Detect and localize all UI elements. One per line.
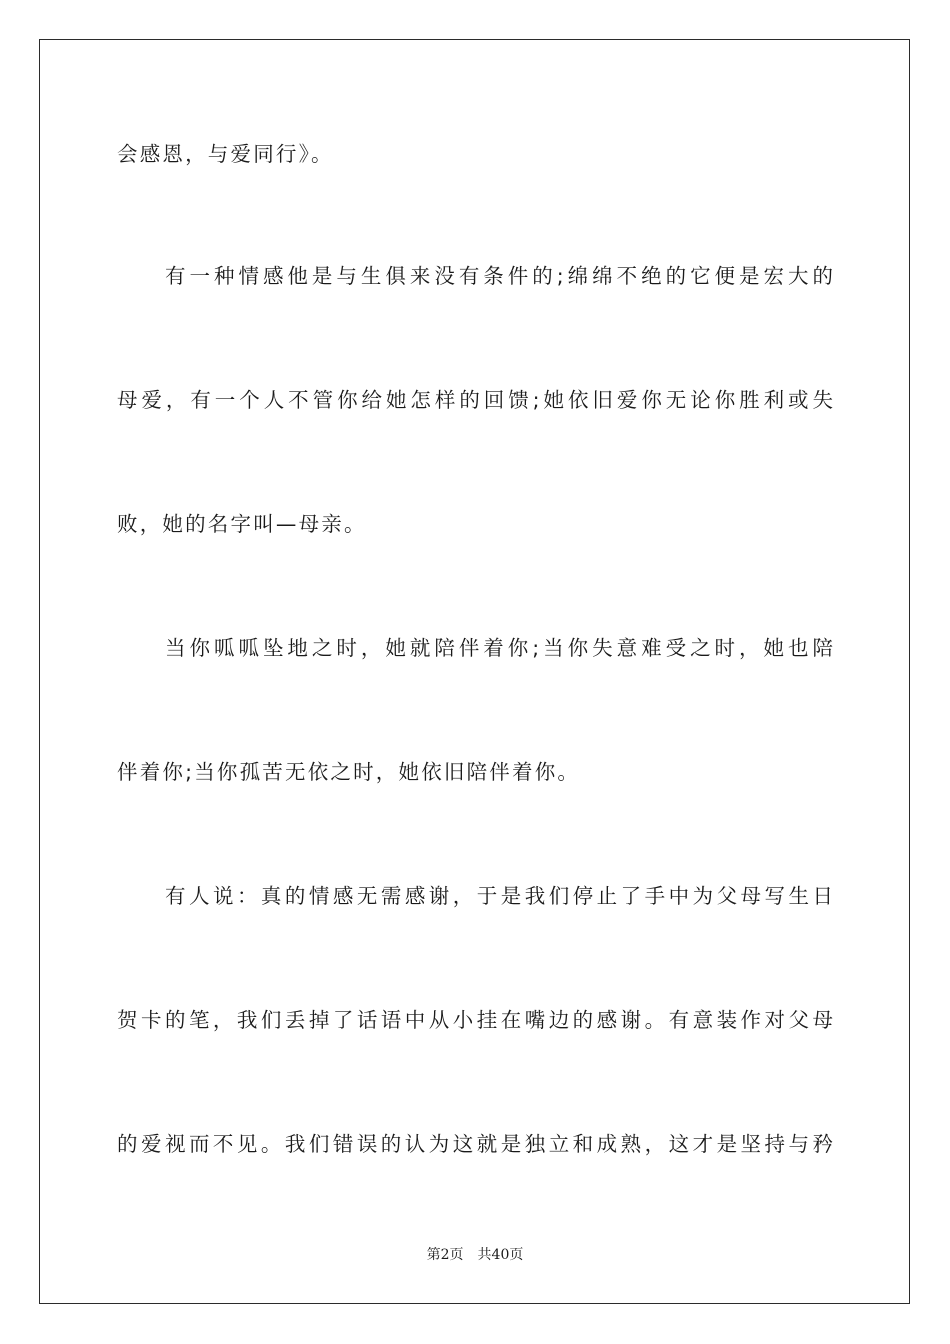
page-border [39,39,910,1304]
text-line-4: 败，她的名字叫—母亲。 [117,512,367,536]
text-line-9: 的爱视而不见。我们错误的认为这就是独立和成熟，这才是坚持与矜 [117,1132,833,1156]
text-line-3: 母爱，有一个人不管你给她怎样的回馈;她依旧爱你无论你胜利或失 [117,388,833,412]
text-line-8: 贺卡的笔，我们丢掉了话语中从小挂在嘴边的感谢。有意装作对父母 [117,1008,833,1032]
page-footer [0,1246,950,1264]
text-line-6: 伴着你;当你孤苦无依之时，她依旧陪伴着你。 [117,760,581,784]
text-line-1: 会感恩，与爱同行》。 [117,142,334,166]
text-line-2: 有一种情感他是与生俱来没有条件的;绵绵不绝的它便是宏大的 [165,264,833,288]
text-line-5: 当你呱呱坠地之时，她就陪伴着你;当你失意难受之时，她也陪 [165,636,833,660]
page-total: 共40页 [477,1247,524,1263]
text-line-7: 有人说：真的情感无需感谢，于是我们停止了手中为父母写生日 [165,884,833,908]
page-number: 第2页 [426,1247,464,1263]
